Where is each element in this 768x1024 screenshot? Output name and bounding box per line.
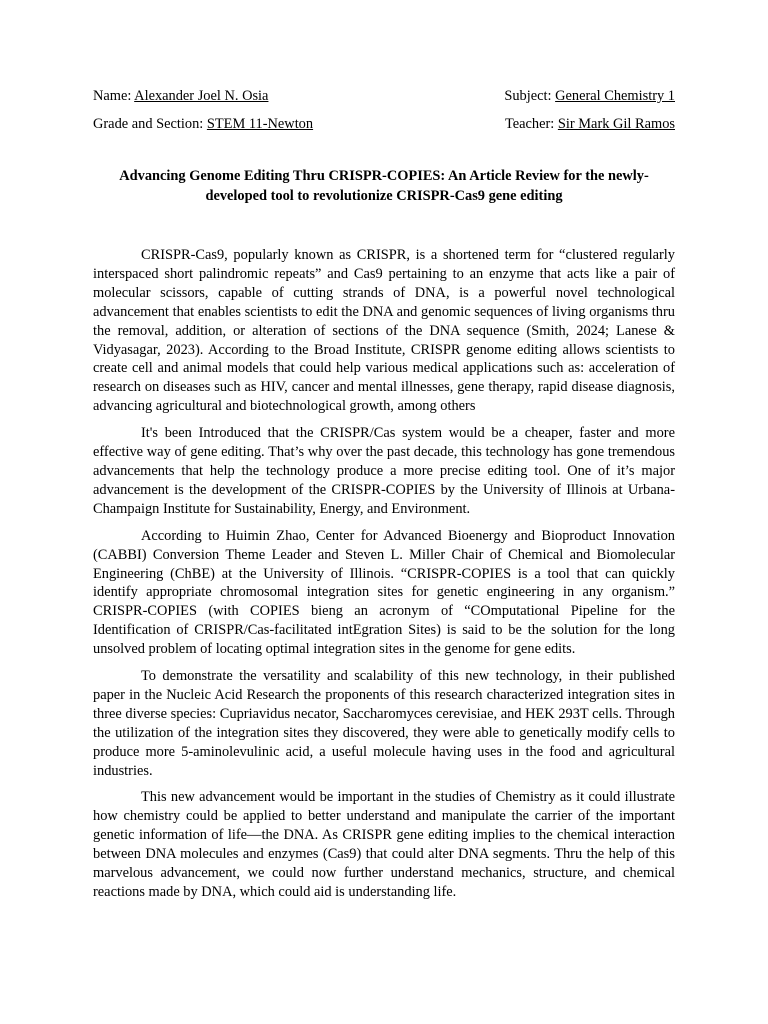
paragraph-4: To demonstrate the versatility and scalability of this new technology, in their published paper in the Nucleic Acid Research the proponents of this research characterized integration sites in three diverse species: Cupriavidus necator, Saccharomyces cerevisiae, and HEK 293T cells. Through the utilization of the integration sites they discovered, they were able to genetically modify cells to produce more 5-aminolevulinic acid, a useful molecule having uses in the food and agricultural industries. (93, 668, 675, 779)
paragraph-1: CRISPR-Cas9, popularly known as CRISPR, is a shortened term for “clustered regularly interspaced short palindromic repeats” and Cas9 pertaining to an enzyme that acts like a pair of molecular scissors, capable of cutting strands of DNA, is a powerful novel technological advancement that enables scientists to edit the DNA and genomic sequences of living organisms thru the removal, addition, or alteration of sections of the DNA sequence (Smith, 2024; Lanese & Vidyasagar, 2023). According to the Broad Institute, CRISPR genome editing allows scientists to create cell and animal models that could help various medical applications such as: acceleration of research on diseases such as HIV, cancer and mental illnesses, gene therapy, rapid disease diagnosis, advancing agricultural and biotechnological growth, among others (93, 247, 675, 415)
teacher-label: Teacher: (504, 116, 558, 132)
paragraph-3: According to Huimin Zhao, Center for Advanced Bioenergy and Bioproduct Innovation (CABBI) Conversion Theme Leader and Steven L. Miller Chair of Chemical and Biomolecular Engineering (ChBE) at the University of Illinois. “CRISPR-COPIES is a tool that can quickly identify appropriate chromosomal integration sites for genetic engineering in any organism.” CRISPR-COPIES (with COPIES bieng an acronym of “COmputational Pipeline for the Identification of CRISPR/Cas-facilitated intEgration Sites) is said to be the solution for the long unsolved problem of locating optimal integration sites in the genome for gene edits. (93, 527, 675, 658)
document-page (93, 86, 675, 910)
grade-label: Grade and Section: (93, 116, 207, 132)
subject-value: General Chemistry 1 (555, 88, 675, 104)
paragraph-5: This new advancement would be important in the studies of Chemistry as it could illustrate how chemistry could be applied to better understand and manipulate the carrier of the important genetic information of life—the DNA. As CRISPR gene editing implies to the chemical interaction between DNA molecules and enzymes (Cas9) that could alter DNA segments. Thru the help of this marvelous advancement, we could now further understand mechanics, structure, and chemical reactions made by DNA, which could aid is understanding life. (93, 789, 675, 900)
subject-field (504, 86, 675, 114)
teacher-value: Sir Mark Gil Ramos (557, 116, 675, 132)
article-body (93, 246, 675, 902)
header-row-2 (93, 114, 675, 142)
name-label: Name: (93, 88, 135, 104)
teacher-field (505, 114, 675, 142)
article-title: Advancing Genome Editing Thru CRISPR-COPIES: An Article Review for the newly-developed tool to revolutionize CRISPR-Cas9 gene editing (119, 168, 649, 204)
subject-label: Subject: (504, 88, 556, 104)
name-field (93, 86, 268, 114)
grade-value: STEM 11-Newton (206, 116, 314, 132)
grade-field (93, 114, 313, 142)
header-row-1 (93, 86, 675, 114)
name-value: Alexander Joel N. Osia (134, 88, 269, 104)
paragraph-2: It's been Introduced that the CRISPR/Cas system would be a cheaper, faster and more effective way of gene editing. That’s why over the past decade, this technology has gone tremendous advancements that help the technology produce a more precise editing tool. One of it’s major advancement is the development of the CRISPR-COPIES by the University of Illinois at Urbana-Champaign Institute for Sustainability, Energy, and Environment. (93, 425, 675, 517)
